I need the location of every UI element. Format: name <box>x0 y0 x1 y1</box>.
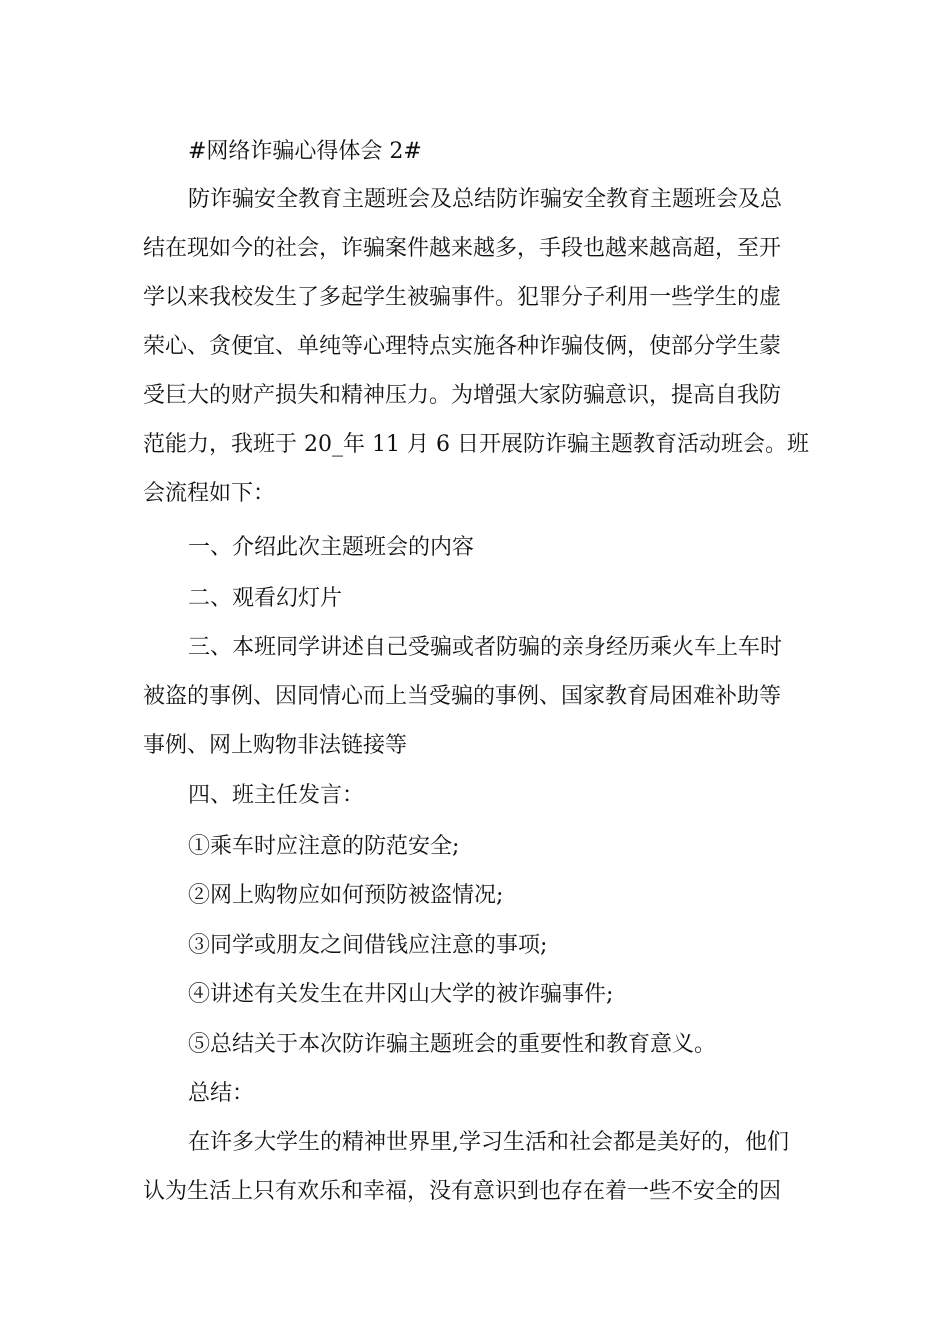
list-item: 三、本班同学讲述自己受骗或者防骗的亲身经历乘火车上车时 <box>188 635 783 660</box>
list-item: 一、介绍此次主题班会的内容 <box>188 535 475 560</box>
paragraph-line: 防诈骗安全教育主题班会及总结防诈骗安全教育主题班会及总 <box>188 187 783 212</box>
list-item: ④讲述有关发生在井冈山大学的被诈骗事件; <box>188 982 614 1007</box>
paragraph-line: 被盗的事例、因同情心而上当受骗的事例、国家教育局困难补助等 <box>143 684 782 709</box>
paragraph-line: 在许多大学生的精神世界里,学习生活和社会都是美好的，他们 <box>188 1130 789 1155</box>
list-item: 四、班主任发言： <box>188 783 365 808</box>
list-item: 二、观看幻灯片 <box>188 586 343 611</box>
paragraph-line: 认为生活上只有欢乐和幸福，没有意识到也存在着一些不安全的因 <box>143 1179 782 1204</box>
list-item: ⑤总结关于本次防诈骗主题班会的重要性和教育意义。 <box>188 1032 717 1057</box>
list-item: ①乘车时应注意的防范安全; <box>188 834 460 859</box>
paragraph-line: 会流程如下： <box>143 481 276 506</box>
paragraph-line: 荣心、贪便宜、单纯等心理特点实施各种诈骗伎俩，使部分学生蒙 <box>143 334 782 359</box>
paragraph-line: 结在现如今的社会，诈骗案件越来越多，手段也越来越高超，至开 <box>143 236 782 261</box>
paragraph-line: 范能力，我班于 20_年 11 月 6 日开展防诈骗主题教育活动班会。班 <box>143 432 809 457</box>
list-item: ③同学或朋友之间借钱应注意的事项; <box>188 933 548 958</box>
paragraph-line: 学以来我校发生了多起学生被骗事件。犯罪分子利用一些学生的虚 <box>143 285 782 310</box>
document-heading: #网络诈骗心得体会 2# <box>188 139 422 164</box>
section-label: 总结： <box>188 1081 255 1106</box>
paragraph-line: 受巨大的财产损失和精神压力。为增强大家防骗意识，提高自我防 <box>143 383 782 408</box>
paragraph-line: 事例、网上购物非法链接等 <box>143 733 408 758</box>
list-item: ②网上购物应如何预防被盗情况; <box>188 883 504 908</box>
